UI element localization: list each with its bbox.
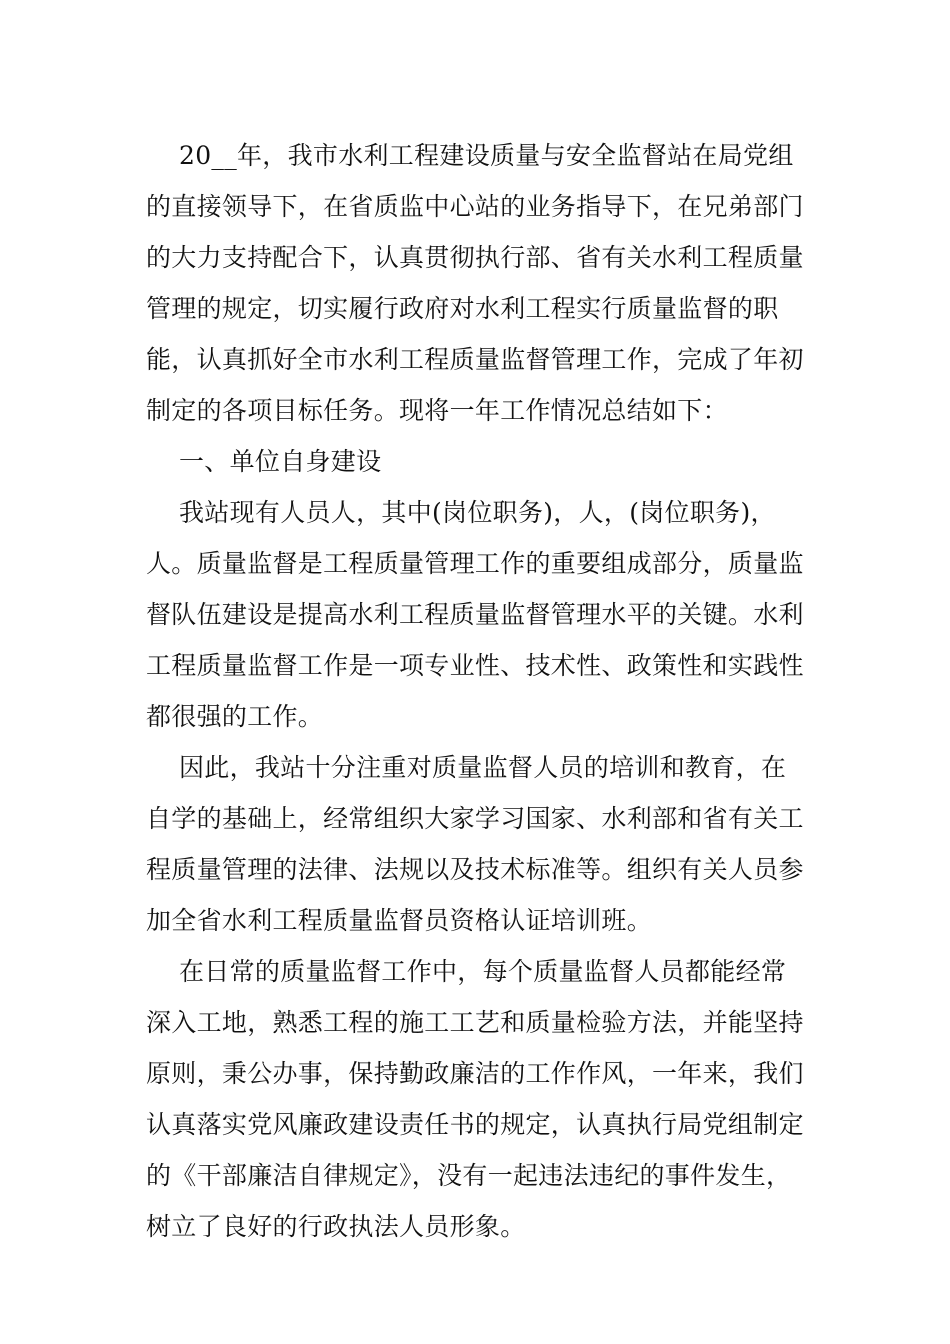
section-heading: 一、单位自身建设 [179, 447, 382, 476]
intro-paragraph: 20__年，我市水利工程建设质量与安全监督站在局党组的直接领导下，在省质监中心站的业务指导下，在兄弟部门的大力支持配合下，认真贯彻执行部、省有关水利工程质量管理的规定，切实履行政府对水利工程实行质量监督的职能，认真抓好全市水利工程质量监督管理工作，完成了年初制定的各项目标任务。现将一年工作情况总结如下： [146, 141, 804, 425]
training-paragraph: 因此，我站十分注重对质量监督人员的培训和教育，在自学的基础上，经常组织大家学习国家、水利部和省有关工程质量管理的法律、法规以及技术标准等。组织有关人员参加全省水利工程质量监督员资格认证培训班。 [146, 753, 804, 935]
conduct-paragraph: 在日常的质量监督工作中，每个质量监督人员都能经常深入工地，熟悉工程的施工工艺和质量检验方法，并能坚持原则，秉公办事，保持勤政廉洁的工作作风，一年来，我们认真落实党风廉政建设责任书的规定，认真执行局党组制定的《干部廉洁自律规定》，没有一起违法违纪的事件发生，树立了良好的行政执法人员形象。 [146, 957, 804, 1241]
document-body [146, 130, 806, 1252]
staff-paragraph: 我站现有人员人，其中(岗位职务)，人，(岗位职务)，人。质量监督是工程质量管理工作的重要组成部分，质量监督队伍建设是提高水利工程质量监督管理水平的关键。水利工程质量监督工作是一项专业性、技术性、政策性和实践性都很强的工作。 [146, 498, 804, 731]
